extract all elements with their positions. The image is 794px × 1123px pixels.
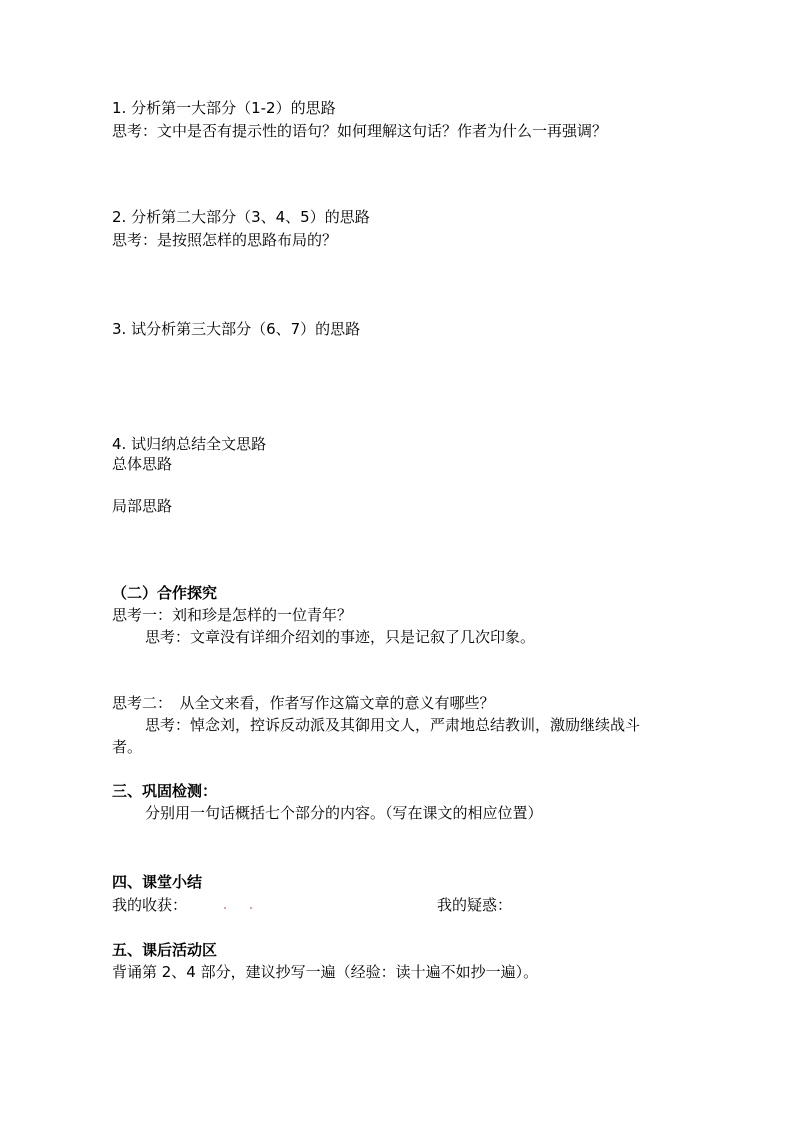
partial-approach-label: 局部思路 bbox=[112, 497, 173, 515]
question-2-title: 2. 分析第二大部分（3、4、5）的思路 bbox=[112, 208, 370, 226]
consolidation-check-task: 分别用一句话概括七个部分的内容。（写在课文的相应位置） bbox=[145, 804, 543, 822]
my-gains-label: 我的收获： bbox=[112, 896, 188, 914]
thinking-two-hint-line-1: 思考：悼念刘，控诉反动派及其御用文人，严肃地总结教训，激励继续战斗 bbox=[145, 716, 641, 734]
cooperative-inquiry-heading: （二）合作探究 bbox=[112, 584, 218, 602]
thinking-one-hint: 思考：文章没有详细介绍刘的事迹，只是记叙了几次印象。 bbox=[145, 628, 536, 646]
question-2-thinking: 思考：是按照怎样的思路布局的？ bbox=[112, 231, 338, 249]
question-1-title: 1. 分析第一大部分（1-2）的思路 bbox=[112, 99, 336, 117]
question-3-title: 3. 试分析第三大部分（6、7）的思路 bbox=[112, 320, 361, 338]
question-1-thinking: 思考：文中是否有提示性的语句？如何理解这句话？作者为什么一再强调？ bbox=[112, 122, 608, 140]
thinking-two-question: 思考二： 从全文来看，作者写作这篇文章的意义有哪些？ bbox=[112, 694, 495, 712]
consolidation-check-heading: 三、巩固检测： bbox=[112, 782, 218, 800]
after-class-activity-heading: 五、课后活动区 bbox=[112, 941, 218, 959]
my-doubts-label: 我的疑惑： bbox=[437, 896, 513, 914]
class-summary-heading: 四、课堂小结 bbox=[112, 873, 203, 891]
question-4-title: 4. 试归纳总结全文思路 bbox=[112, 435, 267, 453]
mark bbox=[224, 907, 226, 909]
after-class-activity-task: 背诵第 2、4 部分，建议抄写一遍（经验：读十遍不如抄一遍）。 bbox=[112, 963, 539, 981]
thinking-two-hint-line-2: 者。 bbox=[112, 738, 143, 756]
overall-approach-label: 总体思路 bbox=[112, 455, 173, 473]
mark bbox=[250, 907, 252, 909]
thinking-one-question: 思考一：刘和珍是怎样的一位青年？ bbox=[112, 606, 353, 624]
